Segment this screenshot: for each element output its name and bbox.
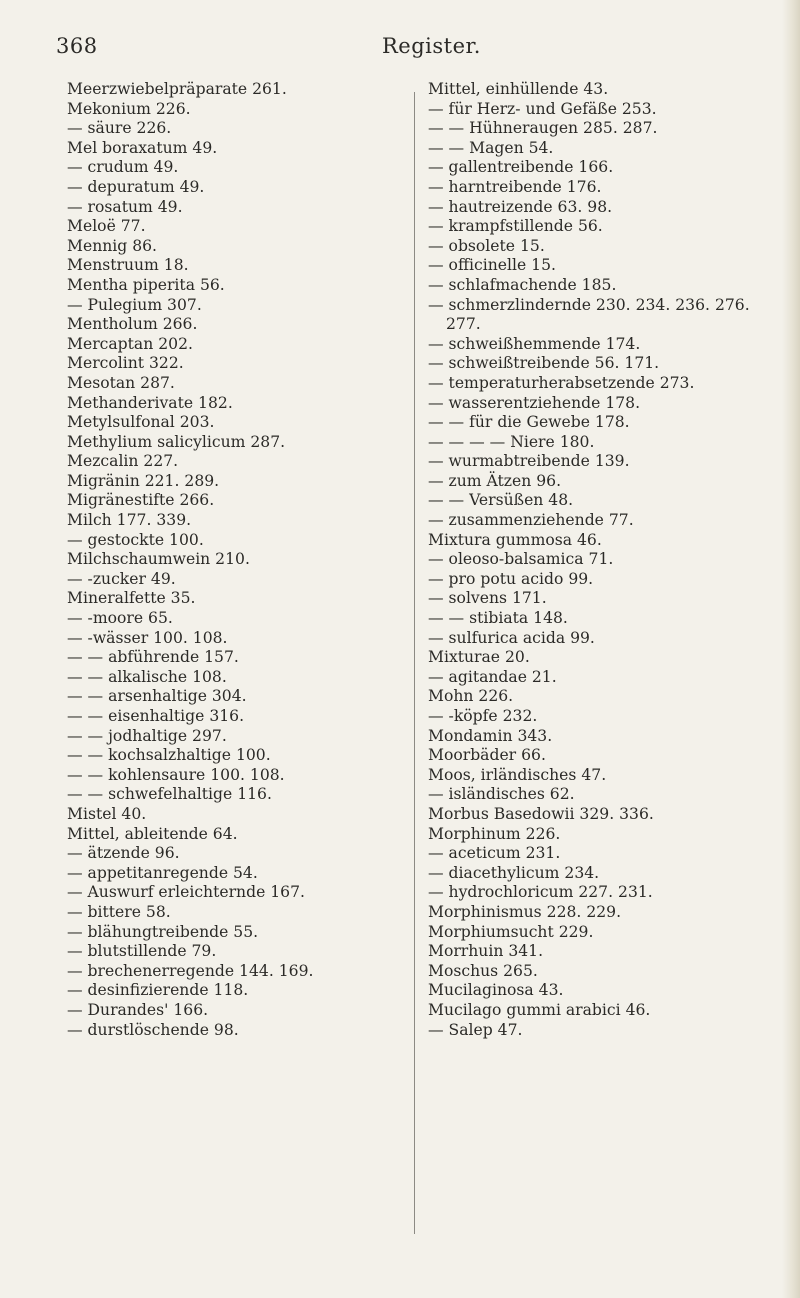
index-entry: — hydrochloricum 227. 231. bbox=[428, 883, 653, 902]
index-entry: Mistel 40. bbox=[67, 804, 147, 823]
index-entry: Methanderivate 182. bbox=[67, 393, 233, 412]
index-entry: — oleoso-balsamica 71. bbox=[428, 550, 614, 569]
index-entry: — solvens 171. bbox=[428, 589, 547, 608]
index-entry: — — eisenhaltige 316. bbox=[67, 707, 245, 725]
index-entry: — schmerzlindernde 230. 234. 236. 276. bbox=[428, 295, 750, 314]
index-entry: Mekonium 226. bbox=[67, 99, 191, 118]
index-entry: 277. bbox=[446, 315, 481, 334]
index-entry: Morphinismus 228. 229. bbox=[428, 902, 622, 921]
index-entry: — Auswurf erleichternde 167. bbox=[67, 883, 305, 902]
index-entry: Mixturae 20. bbox=[428, 648, 530, 667]
index-entry: Morphiumsucht 229. bbox=[428, 922, 594, 941]
index-entry: Mennig 86. bbox=[67, 236, 158, 255]
index-entry: Mittel, ableitende 64. bbox=[67, 824, 238, 843]
index-entry: — — alkalische 108. bbox=[67, 667, 227, 686]
index-entry: — obsolete 15. bbox=[428, 236, 545, 255]
index-entry: Mittel, einhüllende 43. bbox=[428, 80, 609, 98]
index-entry: — gestockte 100. bbox=[67, 530, 204, 549]
index-column-left bbox=[67, 80, 397, 1040]
index-entry: — agitandae 21. bbox=[428, 667, 557, 686]
index-entry: Menstruum 18. bbox=[67, 256, 189, 275]
column-divider bbox=[414, 92, 415, 1234]
index-entry: — depuratum 49. bbox=[67, 177, 205, 196]
index-entry: — zusammenziehende 77. bbox=[428, 511, 634, 530]
index-entry: Moschus 265. bbox=[428, 961, 538, 980]
index-entry: Methylium salicylicum 287. bbox=[67, 432, 286, 451]
index-entry: Mucilago gummi arabici 46. bbox=[428, 1000, 651, 1019]
index-entry: — — kohlensaure 100. 108. bbox=[67, 765, 285, 784]
index-entry: Moorbäder 66. bbox=[428, 746, 546, 765]
index-entry: — — schwefelhaltige 116. bbox=[67, 785, 272, 804]
index-entry: — durstlöschende 98. bbox=[67, 1020, 239, 1039]
index-entry: — Durandes' 166. bbox=[67, 1000, 209, 1019]
index-entry: — pro potu acido 99. bbox=[428, 569, 594, 588]
index-entry: — officinelle 15. bbox=[428, 256, 556, 275]
index-entry: — zum Ätzen 96. bbox=[428, 471, 562, 490]
index-entry: Mezcalin 227. bbox=[67, 452, 179, 471]
index-entry: — krampfstillende 56. bbox=[428, 217, 603, 236]
index-entry: — -köpfe 232. bbox=[428, 707, 538, 725]
index-entry: — wurmabtreibende 139. bbox=[428, 452, 630, 471]
index-entry: — — Hühneraugen 285. 287. bbox=[428, 119, 658, 138]
index-entry: — blutstillende 79. bbox=[67, 942, 217, 961]
index-entry: — schweißtreibende 56. 171. bbox=[428, 354, 660, 373]
index-entry: — desinfizierende 118. bbox=[67, 981, 249, 1000]
index-entry: — säure 226. bbox=[67, 119, 172, 138]
index-entry: — — — — Niere 180. bbox=[428, 432, 595, 451]
index-entry: Moos, irländisches 47. bbox=[428, 765, 607, 784]
index-entry: — harntreibende 176. bbox=[428, 177, 602, 196]
index-entry: Mesotan 287. bbox=[67, 373, 175, 392]
index-column-right bbox=[428, 80, 778, 1040]
index-entry: — aceticum 231. bbox=[428, 844, 561, 863]
index-entry: — -moore 65. bbox=[67, 609, 173, 628]
running-head-title: Register. bbox=[382, 34, 481, 58]
index-entry: — -wässer 100. 108. bbox=[67, 628, 228, 647]
index-entry: — für Herz- und Gefäße 253. bbox=[428, 99, 657, 118]
index-entry: Mohn 226. bbox=[428, 687, 514, 706]
index-entry: — brechenerregende 144. 169. bbox=[67, 961, 314, 980]
index-entry: — diacethylicum 234. bbox=[428, 863, 600, 882]
index-entry: — temperaturherabsetzende 273. bbox=[428, 373, 695, 392]
index-entry: Metylsulfonal 203. bbox=[67, 413, 215, 432]
index-entry: Milchschaumwein 210. bbox=[67, 550, 250, 569]
index-entry: Mucilaginosa 43. bbox=[428, 981, 564, 1000]
index-entry: Mondamin 343. bbox=[428, 726, 553, 745]
index-entry: Morphinum 226. bbox=[428, 824, 561, 843]
index-entry: — — arsenhaltige 304. bbox=[67, 687, 247, 706]
index-entry: — — stibiata 148. bbox=[428, 609, 568, 628]
index-entry: Meloë 77. bbox=[67, 217, 146, 236]
index-entry: Mercaptan 202. bbox=[67, 334, 193, 353]
index-entry: — sulfurica acida 99. bbox=[428, 628, 595, 647]
index-entry: — rosatum 49. bbox=[67, 197, 183, 216]
page-edge-shadow bbox=[782, 0, 800, 1298]
index-entry: Mel boraxatum 49. bbox=[67, 138, 218, 157]
index-entry: — Salep 47. bbox=[428, 1020, 523, 1039]
index-entry: — — jodhaltige 297. bbox=[67, 726, 227, 745]
index-entry: Mentholum 266. bbox=[67, 315, 198, 334]
index-entry: — hautreizende 63. 98. bbox=[428, 197, 613, 216]
index-entry: — -zucker 49. bbox=[67, 569, 176, 588]
index-entry: — appetitanregende 54. bbox=[67, 863, 258, 882]
index-entry: Migränestifte 266. bbox=[67, 491, 215, 510]
page-header bbox=[56, 34, 736, 64]
index-entry: — — Magen 54. bbox=[428, 138, 554, 157]
index-entry: — gallentreibende 166. bbox=[428, 158, 614, 177]
index-entry: Mercolint 322. bbox=[67, 354, 184, 373]
index-entry: — wasserentziehende 178. bbox=[428, 393, 641, 412]
index-entry: — schweißhemmende 174. bbox=[428, 334, 641, 353]
index-entry: — schlafmachende 185. bbox=[428, 275, 617, 294]
index-entry: — isländisches 62. bbox=[428, 785, 575, 804]
index-entry: Mentha piperita 56. bbox=[67, 275, 225, 294]
index-entry: — blähungtreibende 55. bbox=[67, 922, 259, 941]
index-entry: — — abführende 157. bbox=[67, 648, 239, 667]
index-entry: Meerzwiebelpräparate 261. bbox=[67, 80, 287, 98]
index-entry: — crudum 49. bbox=[67, 158, 179, 177]
index-entry: — — für die Gewebe 178. bbox=[428, 413, 630, 432]
index-entry: — Pulegium 307. bbox=[67, 295, 202, 314]
index-entry: Morrhuin 341. bbox=[428, 942, 544, 961]
index-entry: — bittere 58. bbox=[67, 902, 171, 921]
index-entry: — — kochsalzhaltige 100. bbox=[67, 746, 271, 765]
index-entry: — ätzende 96. bbox=[67, 844, 180, 863]
index-entry: Mineralfette 35. bbox=[67, 589, 196, 608]
index-entry: Mixtura gummosa 46. bbox=[428, 530, 602, 549]
index-entry: Migränin 221. 289. bbox=[67, 471, 220, 490]
index-entry: Milch 177. 339. bbox=[67, 511, 192, 530]
page-number: 368 bbox=[56, 34, 98, 58]
index-entry: — — Versüßen 48. bbox=[428, 491, 574, 510]
index-entry: Morbus Basedowii 329. 336. bbox=[428, 804, 654, 823]
